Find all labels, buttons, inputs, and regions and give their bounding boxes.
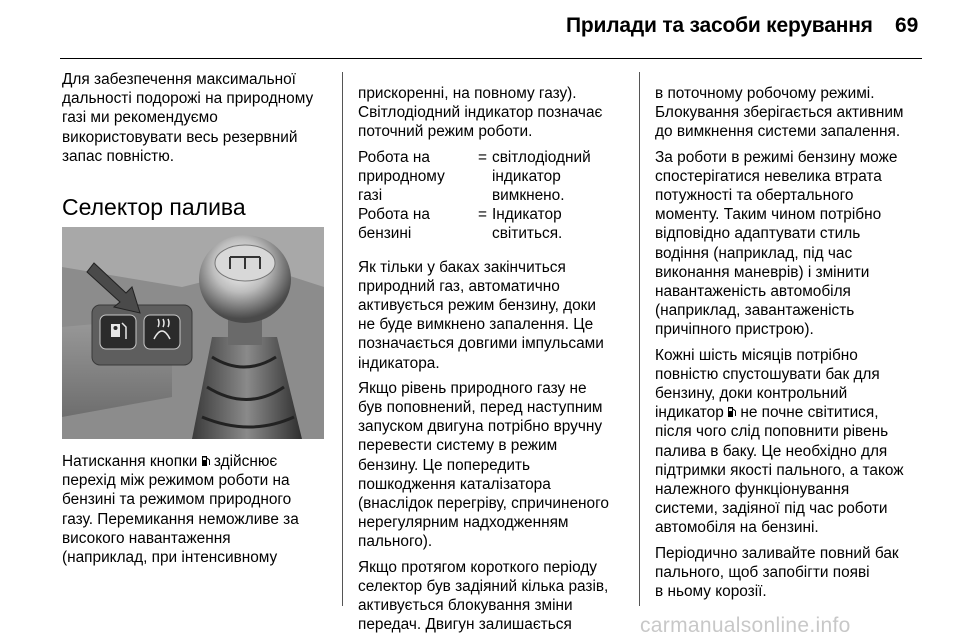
page-number: 69 (895, 14, 919, 37)
column-divider-1 (342, 72, 343, 606)
intro-paragraph: Для забезпечення максимальної дальності подорожі на природному газі ми рекомендуємо використовувати весь резервний запас повністю. (62, 71, 314, 165)
fuel-pump-icon (202, 455, 210, 467)
watermark: carmanualsonline.info (640, 614, 851, 637)
fuel-pump-icon (728, 406, 736, 418)
equals-sign: = (478, 206, 487, 224)
column-1-bottom (62, 452, 330, 573)
fuel-selector-photo (62, 227, 324, 439)
col3-paragraph-3: Кожні шість місяців потрібно повністю спустошувати бак для бензину, доки контрольний індикатор не почне світитися, після чого слід поповнити рівень палива в баку. Це необхідно для підтримки якості пального, а також належного функціонування системи, задіяної під час роботи автомобіля на бензині. (655, 346, 904, 537)
selector-paragraph: Натискання кнопки здійснює перехід між режимом роботи на бензині та режимом природного газу. Перемикання неможливе за високого навантаження (наприклад, при інтенсивному (62, 453, 299, 567)
mode-row (358, 148, 626, 206)
column-1 (62, 70, 330, 172)
column-2 (358, 84, 626, 640)
mode-row (358, 205, 626, 243)
page-title: Прилади та засоби керування (566, 14, 873, 37)
mode-label: Робота на природному газі (358, 148, 445, 205)
col2-paragraph-1: прискоренні, на повному газу). Світлодіодний індикатор позначає поточний режим роботи. (358, 85, 603, 141)
indicator-state: світлодіодний індикатор вимкнено. (492, 148, 591, 205)
indicator-state: Індикатор світиться. (492, 206, 563, 243)
mode-table (358, 148, 626, 244)
page-header (0, 0, 960, 58)
column-divider-2 (639, 72, 640, 606)
col3-paragraph-4: Періодично заливайте повний бак пального, щоб запобігти появі в ньому корозії. (655, 544, 899, 601)
col3-paragraph-2: За роботи в режимі бензину може спостерігатися невелика втрата потужності та обертального моменту. Таким чином потрібно відповідно адаптувати стиль водіння (наприклад, під час виконання маневрів) і змінити навантаженість автомобіля (наприклад, завантаженість причіпного пристрою). (655, 148, 898, 339)
col2-paragraph-2: Як тільки у баках закінчиться природний газ, автоматично активується режим бензину, доки не буде вимкнено запалення. Це позначається довгими імпульсами індикатора. (358, 258, 604, 372)
col3-paragraph-1: в поточному робочому режимі. Блокування зберігається активним до вимкнення системи запалення. (655, 85, 904, 141)
mode-label: Робота на бензині (358, 206, 430, 243)
column-3 (655, 84, 923, 607)
col2-paragraph-3: Якщо рівень природного газу не був поповнений, перед наступним запуском двигуна потрібно вручну перевести систему в режим бензину. Це попередить пошкодження каталізатора (внаслідок перегріву, спричиненого нерегулярним надходженням пального). (358, 379, 609, 551)
equals-sign: = (478, 148, 487, 166)
section-title: Селектор палива (62, 194, 246, 220)
header-rule (60, 58, 922, 59)
col2-paragraph-4: Якщо протягом короткого періоду селектор був задіяний кілька разів, активується блокування зміни передач. Двигун залишається (358, 558, 609, 634)
